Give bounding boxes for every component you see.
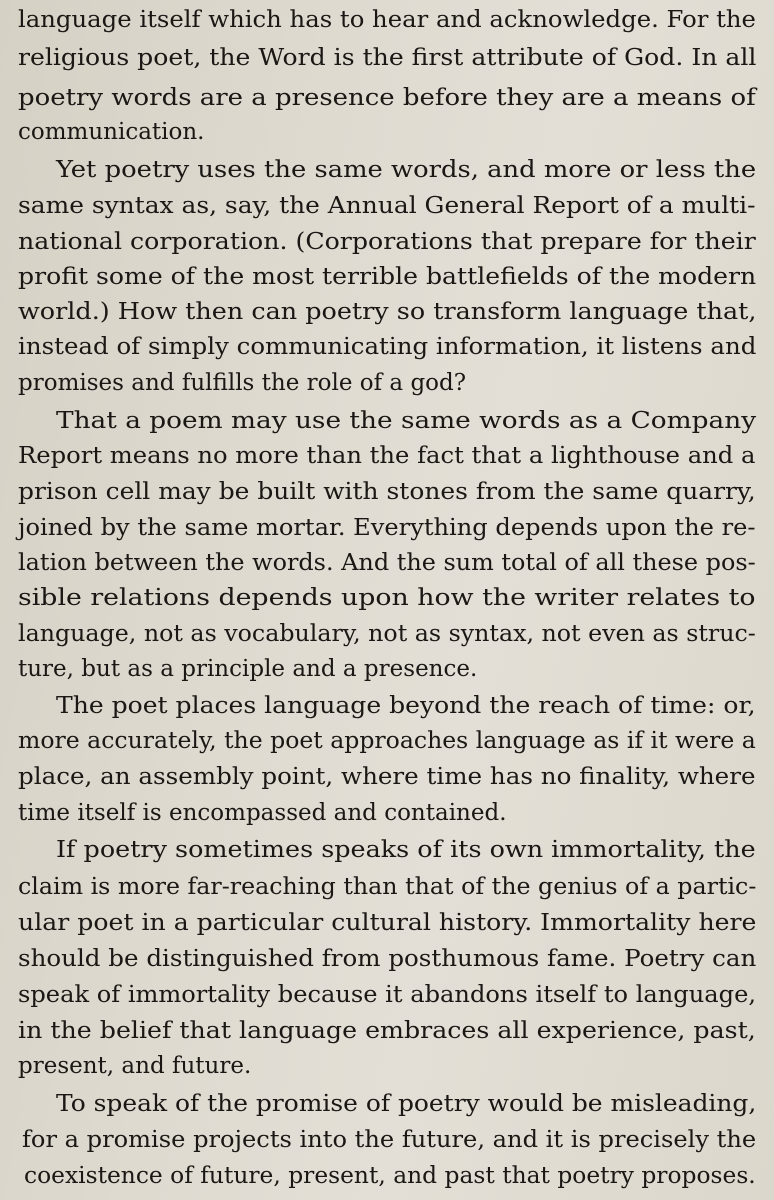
text-line: world.) How then can poetry so transform language that,	[18, 299, 757, 325]
text-line: place, an assembly point, where time has no finality, where	[18, 764, 756, 790]
text-line: sible relations depends upon how the writer relates to	[18, 585, 756, 611]
text-line: same syntax as, say, the Annual General Report of a multi-	[18, 193, 756, 219]
text-line: Yet poetry uses the same words, and more or less the	[56, 157, 757, 183]
text-line: religious poet, the Word is the first attribute of God. In all	[18, 45, 757, 71]
text-line: Report means no more than the fact that a lighthouse and a	[18, 443, 756, 469]
text-line: language, not as vocabulary, not as syntax, not even as struc-	[18, 621, 756, 647]
text-line: should be distinguished from posthumous fame. Poetry can	[18, 946, 757, 972]
text-line: more accurately, the poet approaches language as if it were a	[18, 728, 756, 754]
text-line: lation between the words. And the sum total of all these pos-	[18, 550, 756, 576]
text-line: claim is more far-reaching than that of the genius of a partic-	[18, 874, 757, 900]
text-line: instead of simply communicating information, it listens and	[18, 334, 757, 360]
text-line: for a promise projects into the future, and it is precisely the	[22, 1127, 757, 1153]
text-line: prison cell may be built with stones from the same quarry,	[18, 479, 756, 505]
text-line: speak of immortality because it abandons itself to language,	[18, 982, 757, 1008]
text-line: ular poet in a particular cultural history. Immortality here	[18, 910, 757, 936]
text-line: joined by the same mortar. Everything depends upon the re-	[18, 515, 756, 541]
text-line: profit some of the most terrible battlefields of the modern	[18, 264, 757, 290]
text-line: ture, but as a principle and a presence.	[18, 656, 478, 682]
text-line: To speak of the promise of poetry would be misleading,	[56, 1091, 757, 1117]
text-line: poetry words are a presence before they are a means of	[18, 85, 756, 111]
text-line: time itself is encompassed and contained.	[18, 800, 507, 826]
text-line: That a poem may use the same words as a Company	[56, 408, 757, 434]
text-line: The poet places language beyond the reach of time: or,	[56, 693, 756, 719]
text-line: coexistence of future, present, and past that poetry proposes.	[24, 1163, 756, 1189]
text-line: in the belief that language embraces all experience, past,	[18, 1018, 756, 1044]
text-line: promises and fulfills the role of a god?	[18, 370, 467, 396]
text-line: language itself which has to hear and acknowledge. For the	[18, 7, 756, 33]
text-line: present, and future.	[18, 1053, 252, 1079]
text-line: If poetry sometimes speaks of its own immortality, the	[56, 837, 756, 863]
text-line: communication.	[18, 119, 205, 145]
text-line: national corporation. (Corporations that prepare for their	[18, 229, 756, 255]
